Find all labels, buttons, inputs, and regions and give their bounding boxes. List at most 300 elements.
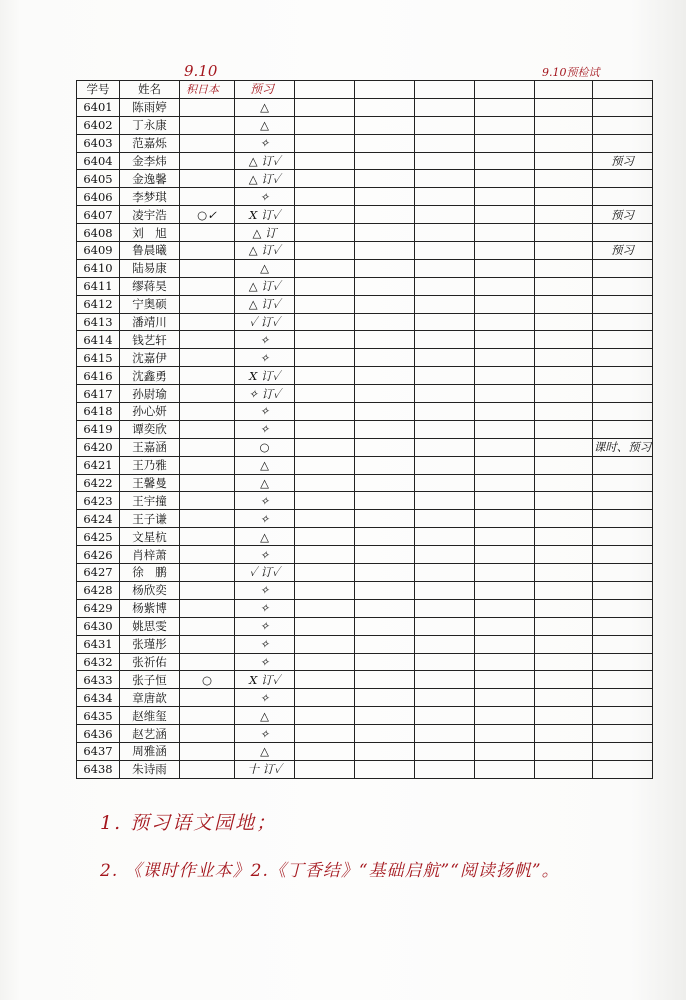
empty-cell [475,689,535,707]
note-cell [593,671,653,689]
note-cell [593,725,653,743]
mark-cell-2: ✧ [235,331,295,349]
empty-cell [475,224,535,242]
empty-cell [355,617,415,635]
empty-cell [475,707,535,725]
empty-cell [535,599,593,617]
empty-cell [355,277,415,295]
student-id-cell: 6404 [77,152,120,170]
empty-cell [535,492,593,510]
student-name-cell: 王馨曼 [120,474,180,492]
table-row [77,707,653,725]
mark-cell-2: ✧ [235,188,295,206]
mark-cell-2: ✧ [235,581,295,599]
student-name-cell: 丁永康 [120,116,180,134]
mark-cell-1 [180,492,235,510]
empty-cell [355,510,415,528]
note-cell: 预习 [593,206,653,224]
student-name-cell: 谭奕欣 [120,420,180,438]
empty-cell [295,295,355,313]
table-row [77,403,653,421]
student-id-cell: 6410 [77,259,120,277]
mark-cell-2: △ 订✓ [235,170,295,188]
student-id-cell: 6403 [77,134,120,152]
empty-cell [355,742,415,760]
student-name-cell: 沈嘉伊 [120,349,180,367]
empty-cell [355,242,415,260]
mark-cell-2: △ 订✓ [235,277,295,295]
note-cell [593,760,653,778]
empty-cell [355,707,415,725]
note-cell [593,635,653,653]
empty-cell [475,528,535,546]
student-id-cell: 6414 [77,331,120,349]
empty-cell [355,98,415,116]
mark-cell-1 [180,116,235,134]
empty-cell [355,313,415,331]
empty-cell [355,224,415,242]
note-cell [593,510,653,528]
empty-cell [475,331,535,349]
student-id-cell: 6402 [77,116,120,134]
empty-cell [295,188,355,206]
note-cell [593,653,653,671]
empty-cell [415,331,475,349]
student-id-cell: 6437 [77,742,120,760]
header-name: 姓名 [120,81,180,99]
empty-cell [535,689,593,707]
empty-cell [355,546,415,564]
mark-cell-1 [180,242,235,260]
mark-cell-2: ✧ [235,546,295,564]
empty-cell [475,581,535,599]
empty-cell [475,742,535,760]
empty-cell [535,617,593,635]
header-blank [235,81,295,99]
table-row [77,689,653,707]
student-id-cell: 6435 [77,707,120,725]
table-row [77,98,653,116]
table-row [77,385,653,403]
empty-cell [475,367,535,385]
empty-cell [295,671,355,689]
empty-cell [535,116,593,134]
table-row [77,367,653,385]
empty-cell [415,599,475,617]
empty-cell [295,152,355,170]
note-cell [593,170,653,188]
empty-cell [415,349,475,367]
mark-cell-2: ✧ [235,689,295,707]
empty-cell [415,116,475,134]
empty-cell [355,474,415,492]
empty-cell [355,671,415,689]
empty-cell [415,385,475,403]
mark-cell-1 [180,152,235,170]
empty-cell [355,295,415,313]
empty-cell [535,385,593,403]
student-name-cell: 张瑾彤 [120,635,180,653]
empty-cell [295,385,355,403]
empty-cell [295,206,355,224]
empty-cell [475,98,535,116]
student-name-cell: 姚思雯 [120,617,180,635]
empty-cell [535,349,593,367]
empty-cell [535,242,593,260]
mark-cell-1 [180,367,235,385]
student-id-cell: 6408 [77,224,120,242]
empty-cell [355,259,415,277]
empty-cell [415,277,475,295]
empty-cell [475,206,535,224]
mark-cell-1 [180,760,235,778]
mark-cell-2: △ [235,116,295,134]
student-name-cell: 周雅涵 [120,742,180,760]
handwritten-col3-header: 预习 [250,82,275,96]
empty-cell [415,420,475,438]
empty-cell [535,456,593,474]
student-name-cell: 鲁晨曦 [120,242,180,260]
note-cell [593,492,653,510]
empty-cell [535,635,593,653]
empty-cell [415,742,475,760]
student-name-cell: 杨欣奕 [120,581,180,599]
empty-cell [475,438,535,456]
mark-cell-2: ✧ 订✓ [235,385,295,403]
empty-cell [415,259,475,277]
empty-cell [355,456,415,474]
mark-cell-1 [180,259,235,277]
empty-cell [475,599,535,617]
note-cell [593,116,653,134]
empty-cell [535,170,593,188]
mark-cell-2: X 订✓ [235,671,295,689]
mark-cell-1 [180,313,235,331]
empty-cell [475,671,535,689]
empty-cell [355,349,415,367]
empty-cell [415,707,475,725]
mark-cell-1 [180,725,235,743]
empty-cell [355,689,415,707]
mark-cell-1 [180,564,235,582]
empty-cell [535,188,593,206]
table-row [77,188,653,206]
empty-cell [355,635,415,653]
empty-cell [295,689,355,707]
header-blank [180,81,235,99]
header-blank [415,81,475,99]
empty-cell [475,760,535,778]
student-id-cell: 6424 [77,510,120,528]
mark-cell-1 [180,689,235,707]
mark-cell-2: △ [235,474,295,492]
empty-cell [415,653,475,671]
mark-cell-1 [180,385,235,403]
mark-cell-2: ✧ [235,403,295,421]
empty-cell [295,760,355,778]
table-row [77,224,653,242]
student-id-cell: 6438 [77,760,120,778]
note-cell [593,599,653,617]
student-name-cell: 赵维玺 [120,707,180,725]
note-cell [593,313,653,331]
empty-cell [415,438,475,456]
table-row [77,510,653,528]
empty-cell [295,546,355,564]
student-name-cell: 金逸馨 [120,170,180,188]
table-row [77,134,653,152]
empty-cell [415,224,475,242]
student-name-cell: 宁奥硕 [120,295,180,313]
student-name-cell: 章唐歆 [120,689,180,707]
mark-cell-2: ✧ [235,599,295,617]
empty-cell [355,760,415,778]
mark-cell-1 [180,295,235,313]
note-cell [593,134,653,152]
mark-cell-2: △ 订✓ [235,152,295,170]
empty-cell [355,134,415,152]
student-name-cell: 孙心妍 [120,403,180,421]
mark-cell-2: ✓ 订✓ [235,564,295,582]
header-blank [475,81,535,99]
note-cell [593,420,653,438]
empty-cell [535,206,593,224]
student-id-cell: 6411 [77,277,120,295]
empty-cell [355,492,415,510]
handwritten-top-right-note: 9.10预检试 [542,66,600,79]
student-name-cell: 孙尉瑜 [120,385,180,403]
empty-cell [535,510,593,528]
empty-cell [295,116,355,134]
mark-cell-2: ✓ 订✓ [235,313,295,331]
note-cell [593,277,653,295]
empty-cell [415,367,475,385]
empty-cell [355,331,415,349]
table-row [77,456,653,474]
empty-cell [415,546,475,564]
handwritten-col2-header: 积日本 [186,83,219,96]
empty-cell [535,259,593,277]
empty-cell [295,403,355,421]
empty-cell [295,420,355,438]
student-name-cell: 徐 鹏 [120,564,180,582]
mark-cell-1 [180,707,235,725]
note-cell: 预习 [593,152,653,170]
student-id-cell: 6432 [77,653,120,671]
empty-cell [295,456,355,474]
student-name-cell: 王嘉涵 [120,438,180,456]
student-id-cell: 6416 [77,367,120,385]
mark-cell-2: X 订✓ [235,367,295,385]
empty-cell [475,242,535,260]
empty-cell [475,134,535,152]
empty-cell [295,242,355,260]
mark-cell-1 [180,510,235,528]
empty-cell [295,313,355,331]
mark-cell-1 [180,599,235,617]
table-row [77,564,653,582]
mark-cell-1 [180,438,235,456]
student-name-cell: 杨紫博 [120,599,180,617]
mark-cell-2: △ [235,98,295,116]
note-cell [593,474,653,492]
header-blank [295,81,355,99]
student-name-cell: 王子谦 [120,510,180,528]
empty-cell [295,134,355,152]
mark-cell-2: △ 订✓ [235,295,295,313]
note-cell [593,528,653,546]
note-cell: 预习 [593,242,653,260]
student-id-cell: 6433 [77,671,120,689]
empty-cell [355,367,415,385]
note-cell [593,331,653,349]
empty-cell [295,564,355,582]
student-id-cell: 6401 [77,98,120,116]
student-id-cell: 6427 [77,564,120,582]
empty-cell [295,98,355,116]
empty-cell [355,581,415,599]
empty-cell [475,277,535,295]
empty-cell [415,635,475,653]
student-id-cell: 6419 [77,420,120,438]
table-row [77,474,653,492]
empty-cell [535,725,593,743]
empty-cell [535,581,593,599]
student-id-cell: 6426 [77,546,120,564]
student-name-cell: 沈鑫勇 [120,367,180,385]
empty-cell [355,653,415,671]
table-row [77,259,653,277]
student-id-cell: 6429 [77,599,120,617]
note-cell [593,188,653,206]
student-name-cell: 肖梓萧 [120,546,180,564]
empty-cell [535,438,593,456]
header-student-id: 学号 [77,81,120,99]
mark-cell-2: △ [235,259,295,277]
student-id-cell: 6428 [77,581,120,599]
note-cell [593,707,653,725]
mark-cell-1 [180,456,235,474]
empty-cell [295,474,355,492]
table-row [77,152,653,170]
empty-cell [535,707,593,725]
mark-cell-1: ○✓ [180,206,235,224]
student-name-cell: 张祈佑 [120,653,180,671]
student-id-cell: 6409 [77,242,120,260]
empty-cell [535,528,593,546]
empty-cell [475,152,535,170]
empty-cell [475,546,535,564]
empty-cell [415,242,475,260]
mark-cell-2: ✧ [235,492,295,510]
mark-cell-1 [180,98,235,116]
empty-cell [535,420,593,438]
empty-cell [535,653,593,671]
empty-cell [295,742,355,760]
empty-cell [475,116,535,134]
empty-cell [475,492,535,510]
mark-cell-1 [180,188,235,206]
empty-cell [415,188,475,206]
mark-cell-1 [180,742,235,760]
table-row [77,492,653,510]
empty-cell [355,116,415,134]
student-name-cell: 范嘉烁 [120,134,180,152]
mark-cell-2: △ [235,456,295,474]
student-id-cell: 6412 [77,295,120,313]
homework-line-2: 2. 《课时作业本》2.《丁香结》“基础启航”“阅读扬帆”。 [100,861,560,881]
empty-cell [415,170,475,188]
note-cell [593,581,653,599]
table-row [77,206,653,224]
empty-cell [535,742,593,760]
student-name-cell: 金李炜 [120,152,180,170]
empty-cell [295,617,355,635]
note-cell: 课时、预习 [593,440,652,455]
empty-cell [415,313,475,331]
table-row [77,313,653,331]
table-row [77,760,653,778]
empty-cell [475,456,535,474]
student-id-cell: 6421 [77,456,120,474]
empty-cell [415,725,475,743]
table-row [77,617,653,635]
student-id-cell: 6405 [77,170,120,188]
empty-cell [535,403,593,421]
mark-cell-2: ✧ [235,349,295,367]
empty-cell [415,206,475,224]
empty-cell [355,564,415,582]
empty-cell [295,259,355,277]
note-cell [593,742,653,760]
mark-cell-1 [180,134,235,152]
empty-cell [475,170,535,188]
table-row [77,581,653,599]
note-cell [593,224,653,242]
empty-cell [475,313,535,331]
table-row [77,295,653,313]
empty-cell [475,403,535,421]
empty-cell [355,438,415,456]
student-id-cell: 6430 [77,617,120,635]
student-id-cell: 6418 [77,403,120,421]
empty-cell [415,564,475,582]
empty-cell [415,492,475,510]
empty-cell [475,295,535,313]
student-id-cell: 6413 [77,313,120,331]
note-cell [593,349,653,367]
empty-cell [355,206,415,224]
empty-cell [415,295,475,313]
mark-cell-2: ✧ [235,134,295,152]
mark-cell-1 [180,653,235,671]
header-blank [355,81,415,99]
empty-cell [475,349,535,367]
mark-cell-2: △ 订 [235,224,295,242]
empty-cell [535,331,593,349]
student-name-cell: 凌宇浩 [120,206,180,224]
note-cell [593,456,653,474]
empty-cell [295,635,355,653]
student-name-cell: 赵艺涵 [120,725,180,743]
mark-cell-1 [180,403,235,421]
mark-cell-2: 十 订✓ [235,760,295,778]
student-name-cell: 张子恒 [120,671,180,689]
empty-cell [295,331,355,349]
table-row [77,420,653,438]
note-cell [593,98,653,116]
empty-cell [535,134,593,152]
